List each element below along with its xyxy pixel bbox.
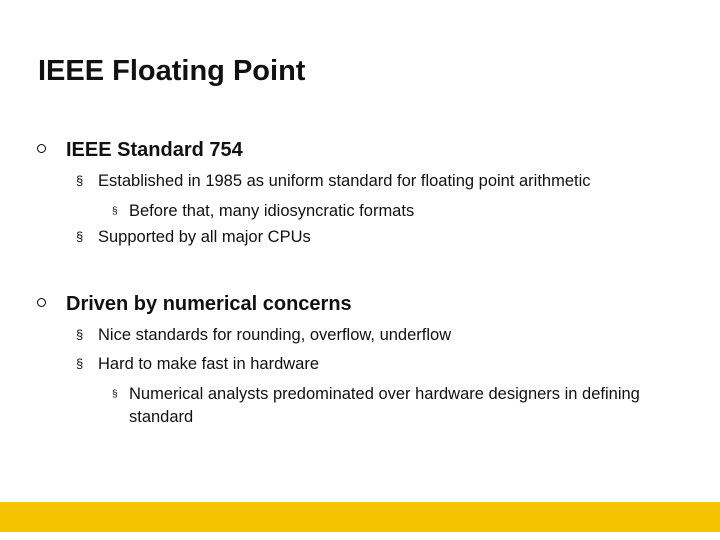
bullet-level3 [112, 383, 649, 429]
section-bullet-icon: § [76, 327, 84, 342]
section-bullet-icon: § [76, 173, 84, 188]
circle-bullet-icon [37, 298, 46, 307]
bullet-text: Nice standards for rounding, overflow, underflow [98, 326, 452, 344]
bullet-level2 [76, 355, 320, 374]
bullet-level2 [76, 172, 591, 191]
bullet-level3 [112, 200, 649, 223]
circle-bullet-icon [37, 144, 46, 153]
section-bullet-icon: § [112, 389, 118, 400]
bullet-text: Driven by numerical concerns [66, 293, 352, 315]
footer-bar [0, 502, 720, 532]
bullet-text: IEEE Standard 754 [66, 139, 243, 161]
section-bullet-icon: § [112, 206, 118, 217]
bullet-text: Established in 1985 as uniform standard for floating point arithmetic [98, 172, 591, 190]
bullet-level1 [66, 293, 352, 316]
bullet-level1 [66, 139, 243, 162]
bullet-text: Numerical analysts predominated over hardware designers in defining standard [129, 385, 640, 426]
bullet-level2 [76, 228, 311, 247]
bullet-text: Before that, many idiosyncratic formats [129, 202, 415, 220]
slide-title: IEEE Floating Point [38, 55, 306, 87]
section-bullet-icon: § [76, 356, 84, 371]
bullet-text: Hard to make fast in hardware [98, 355, 320, 373]
section-bullet-icon: § [76, 229, 84, 244]
bullet-level2 [76, 326, 452, 345]
bullet-text: Supported by all major CPUs [98, 228, 311, 246]
